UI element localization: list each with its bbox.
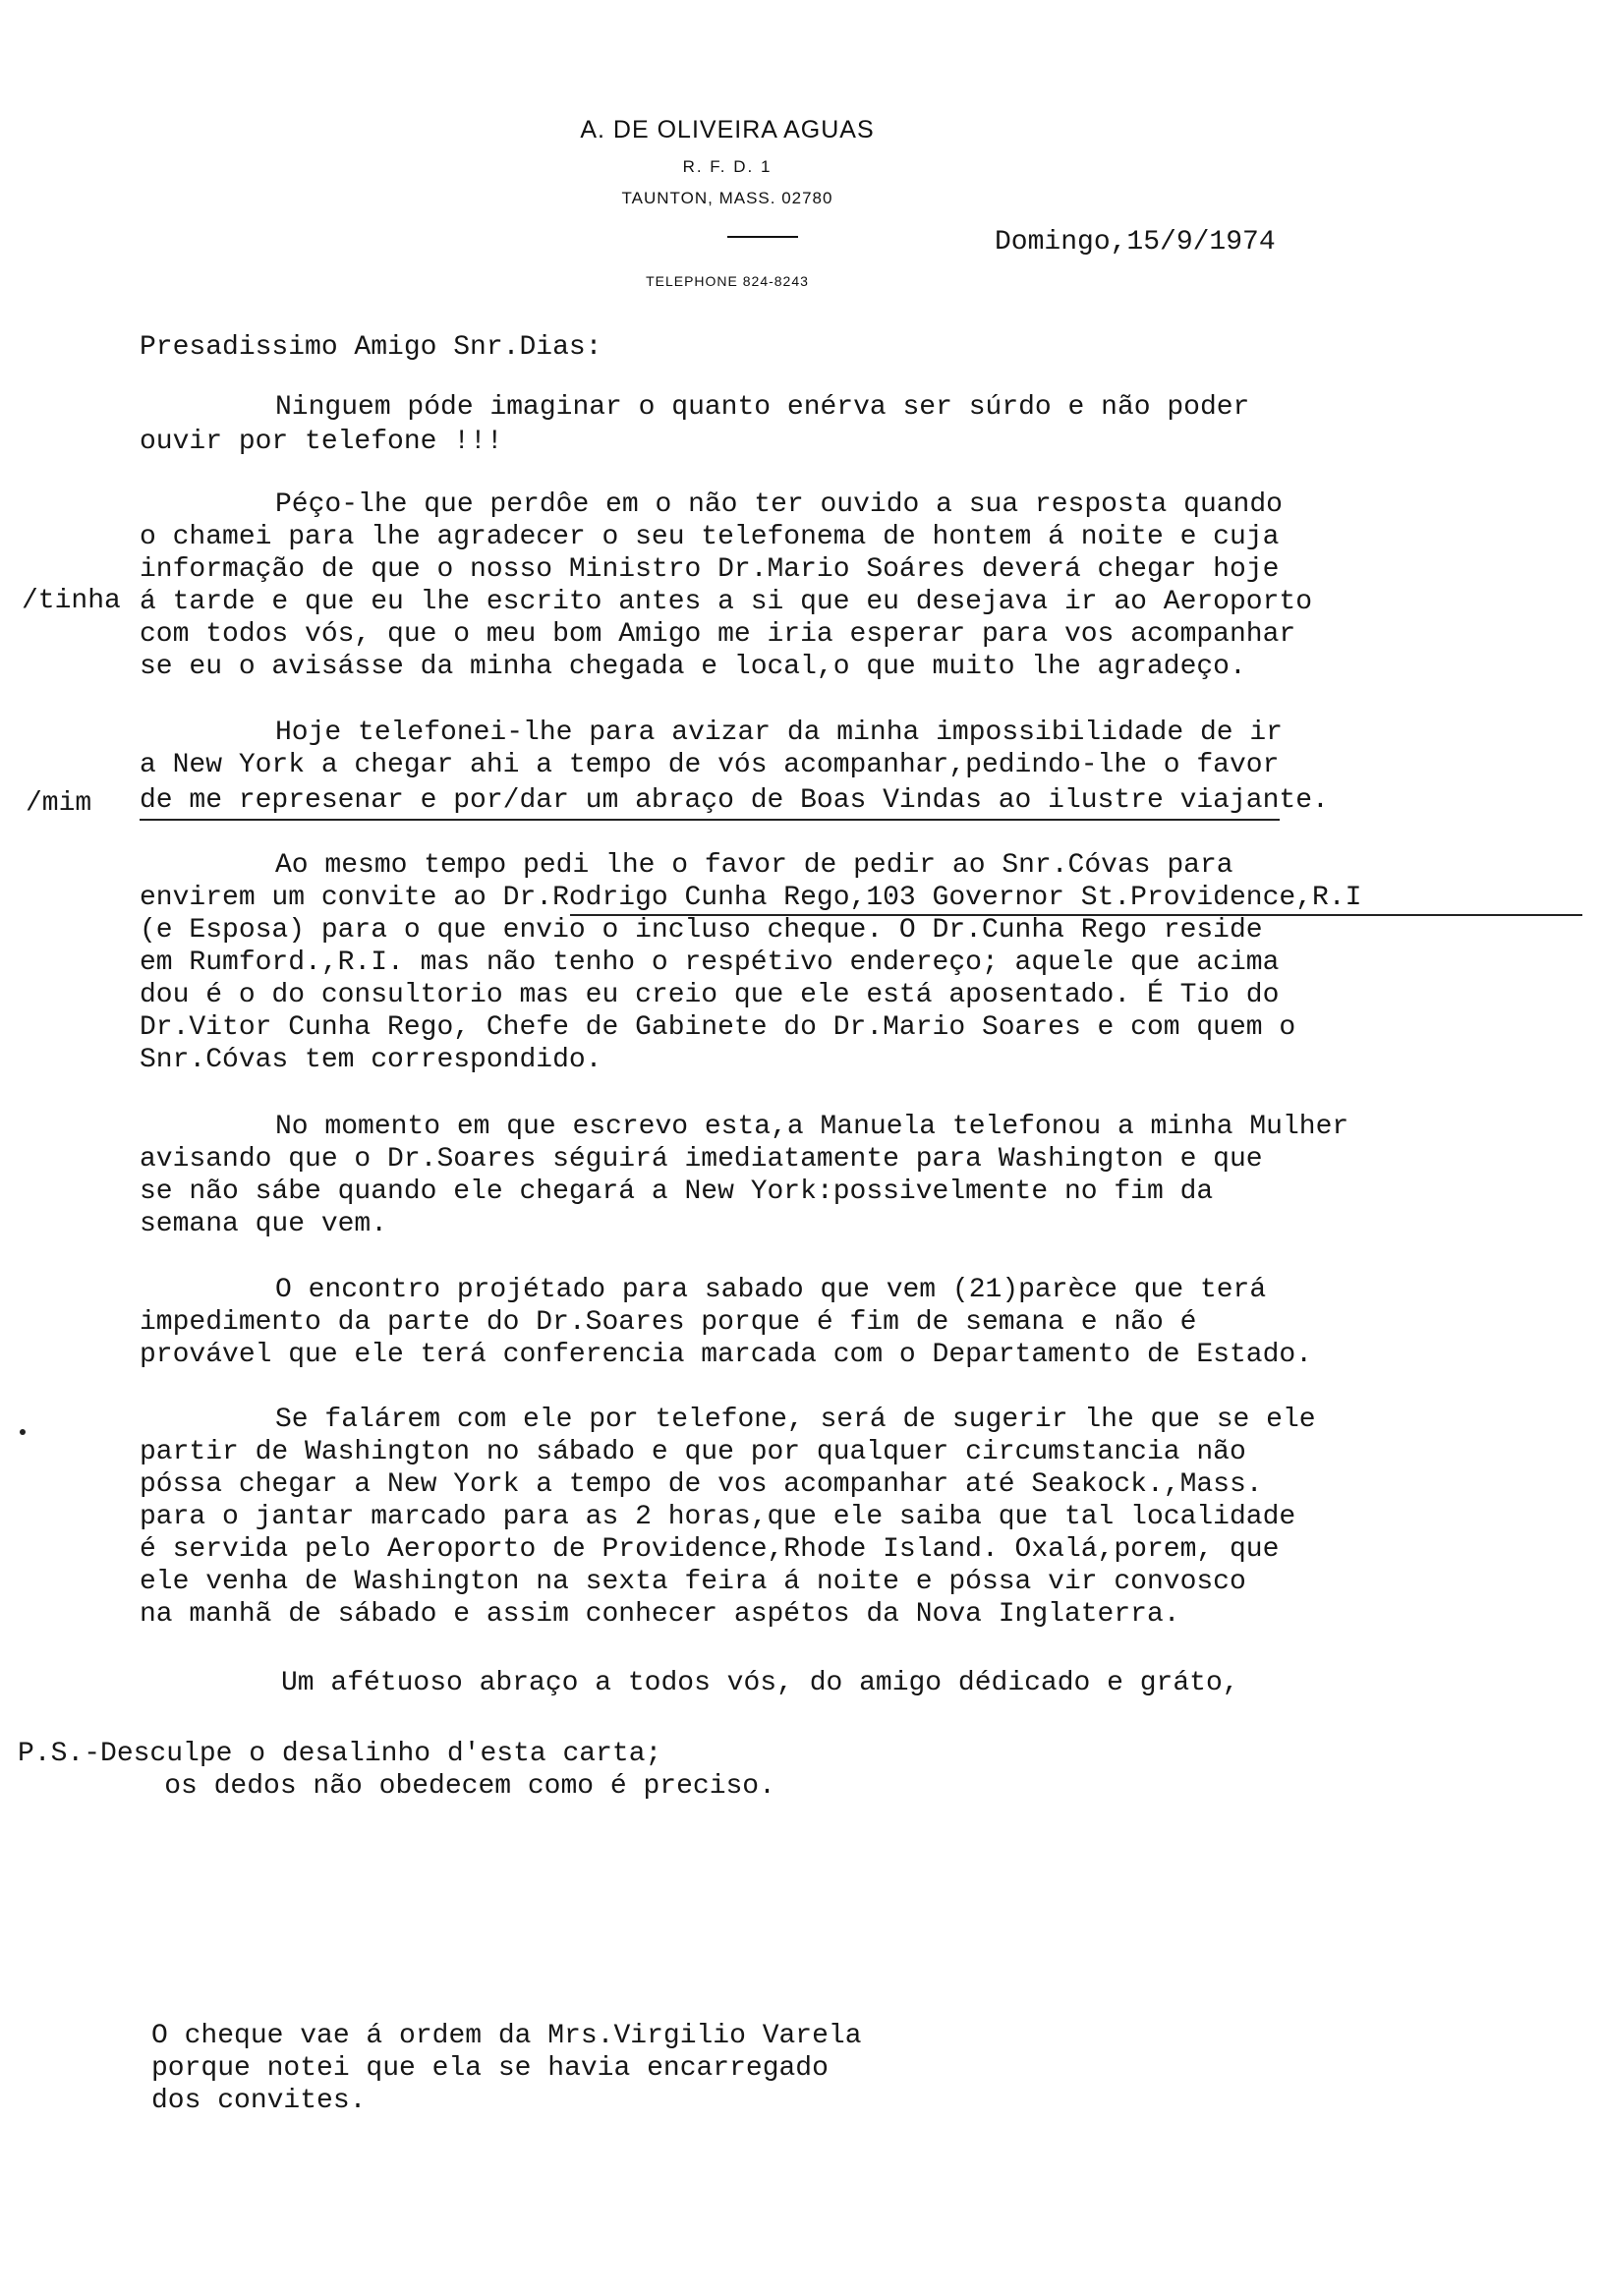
text-line: P.S.-Desculpe o desalinho d'esta carta; [18, 1739, 662, 1769]
text-line: se não sábe quando ele chegará a New York:possivelmente no fim da [140, 1177, 1214, 1207]
margin-note-tinha: /tinha [22, 586, 121, 616]
text-line: semana que vem. [140, 1209, 388, 1239]
text-line: porque notei que ela se havia encarregado [151, 2053, 829, 2084]
salutation: Presadissimo Amigo Snr.Dias: [140, 332, 602, 363]
letterhead-rfd: R. F. D. 1 [682, 157, 773, 176]
text-line: informação de que o nosso Ministro Dr.Mario Soáres deverá chegar hoje [140, 554, 1280, 585]
text-line: a New York a chegar ahi a tempo de vós acompanhar,pedindo-lhe o favor [140, 750, 1280, 780]
letter-date: Domingo,15/9/1974 [995, 227, 1276, 258]
text-line: impedimento da parte do Dr.Soares porque é fim de semana e não é [140, 1307, 1197, 1338]
text-line: á tarde e que eu lhe escrito antes a si que eu desejava ir ao Aeroporto [140, 587, 1312, 617]
margin-dot [20, 1429, 26, 1435]
text-line: provável que ele terá conferencia marcada com o Departamento de Estado. [140, 1340, 1312, 1370]
letterhead-divider [727, 236, 798, 238]
text-line: Dr.Vitor Cunha Rego, Chefe de Gabinete do Dr.Mario Soares e com quem o [140, 1012, 1296, 1043]
text-line: dos convites. [151, 2086, 367, 2116]
underline-address [570, 914, 1582, 916]
underline-paragraph-3 [140, 819, 1280, 821]
text-line: em Rumford.,R.I. mas não tenho o respétivo endereço; aquele que acima [140, 947, 1280, 978]
text-line: Se falárem com ele por telefone, será de sugerir lhe que se ele [275, 1405, 1316, 1435]
text-line: Ninguem póde imaginar o quanto enérva ser súrdo e não poder [275, 392, 1250, 423]
text-line: Ao mesmo tempo pedi lhe o favor de pedir ao Snr.Cóvas para [275, 850, 1233, 881]
text-line: se eu o avisásse da minha chegada e local,o que muito lhe agradeço. [140, 652, 1246, 682]
text-line: na manhã de sábado e assim conhecer aspétos da Nova Inglaterra. [140, 1599, 1180, 1630]
text-line: o chamei para lhe agradecer o seu telefonema de hontem á noite e cuja [140, 522, 1280, 552]
text-line: é servida pelo Aeroporto de Providence,Rhode Island. Oxalá,porem, que [140, 1534, 1280, 1565]
text-line: para o jantar marcado para as 2 horas,que ele saiba que tal localidade [140, 1502, 1296, 1532]
closing-line: Um afétuoso abraço a todos vós, do amigo dédicado e gráto, [281, 1668, 1239, 1698]
letterhead-city: TAUNTON, MASS. 02780 [621, 189, 833, 207]
text-line: dou é o do consultorio mas eu creio que ele está aposentado. É Tio do [140, 980, 1280, 1010]
letterhead-telephone: TELEPHONE 824-8243 [646, 273, 809, 289]
text-line: partir de Washington no sábado e que por qualquer circumstancia não [140, 1437, 1246, 1467]
text-line: póssa chegar a New York a tempo de vos acompanhar até Seakock.,Mass. [140, 1469, 1263, 1500]
text-line: O cheque vae á ordem da Mrs.Virgilio Varela [151, 2021, 862, 2051]
text-line: ouvir por telefone !!! [140, 427, 503, 457]
text-line: (e Esposa) para o que envio o incluso cheque. O Dr.Cunha Rego reside [140, 915, 1263, 946]
text-line: O encontro projétado para sabado que vem (21)parèce que terá [275, 1275, 1267, 1305]
text-line: Péço-lhe que perdôe em o não ter ouvido a sua resposta quando [275, 489, 1283, 520]
text-line: avisando que o Dr.Soares séguirá imediatamente para Washington e que [140, 1144, 1263, 1175]
text-line: No momento em que escrevo esta,a Manuela telefonou a minha Mulher [275, 1112, 1349, 1142]
text-line: os dedos não obedecem como é preciso. [98, 1771, 775, 1802]
text-line: envirem um convite ao Dr.Rodrigo Cunha Rego,103 Governor St.Providence,R.I [140, 883, 1362, 913]
text-line: Snr.Cóvas tem correspondido. [140, 1045, 602, 1075]
text-line: Hoje telefonei-lhe para avizar da minha impossibilidade de ir [275, 718, 1283, 748]
text-line: de me represenar e por/dar um abraço de Boas Vindas ao ilustre viajante. [140, 785, 1329, 816]
text-line: com todos vós, que o meu bom Amigo me iria esperar para vos acompanhar [140, 619, 1296, 650]
margin-note-mim: /mim [26, 788, 92, 819]
letterhead-name: A. DE OLIVEIRA AGUAS [580, 116, 875, 144]
text-line: ele venha de Washington na sexta feira á noite e póssa vir convosco [140, 1567, 1246, 1597]
